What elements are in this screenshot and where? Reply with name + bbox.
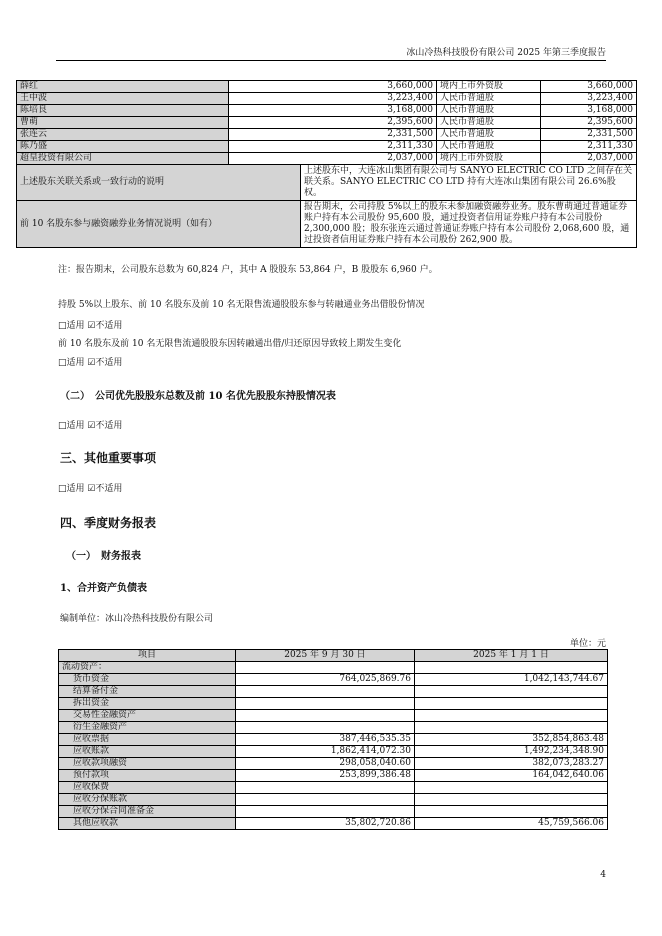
value-current: [236, 806, 415, 818]
shareholder-table: [16, 80, 637, 248]
shareholder-shares: 3,168,000: [229, 105, 437, 117]
value-opening: 45,759,566.06: [415, 818, 608, 830]
line-item: 应收账款: [59, 746, 236, 758]
header-rule: [56, 60, 606, 61]
value-opening: [415, 794, 608, 806]
margin-trading-row: [17, 201, 637, 248]
balance-row: [59, 734, 608, 746]
value-opening: 1,042,143,744.67: [415, 674, 608, 686]
preferred-checkbox: □适用 ☑不适用: [58, 421, 123, 431]
change-checkbox: □适用 ☑不适用: [58, 358, 123, 368]
column-header: 项目: [59, 650, 236, 662]
balance-sheet-table: [58, 649, 608, 830]
share-type: 境内上市外资股: [437, 81, 541, 93]
line-item: 应收款项融资: [59, 758, 236, 770]
column-header: 2025 年 1 月 1 日: [415, 650, 608, 662]
line-item: 衍生金融资产: [59, 722, 236, 734]
shareholder-name: 王中波: [17, 93, 229, 105]
value-current: [236, 722, 415, 734]
shareholder-row: [17, 153, 637, 165]
line-item: 流动资产：: [59, 662, 236, 674]
shareholder-row: [17, 105, 637, 117]
shareholder-row: [17, 129, 637, 141]
shareholder-name: 曹萌: [17, 117, 229, 129]
line-item: 应收分保账款: [59, 794, 236, 806]
value-opening: [415, 686, 608, 698]
shareholder-shares: 2,331,500: [229, 129, 437, 141]
share-quantity: 3,223,400: [541, 93, 637, 105]
line-item: 交易性金融资产: [59, 710, 236, 722]
balance-sheet-title: 1、合并资产负债表: [60, 583, 147, 594]
column-header: 2025 年 9 月 30 日: [236, 650, 415, 662]
compiler-label: 编制单位：冰山冷热科技股份有限公司: [60, 614, 214, 624]
share-type: 境内上市外资股: [437, 153, 541, 165]
related-party-row: [17, 165, 637, 201]
share-type: 人民币普通股: [437, 105, 541, 117]
shareholder-name: 薛红: [17, 81, 229, 93]
shareholder-row: [17, 141, 637, 153]
related-party-text: 上述股东中，大连冰山集团有限公司与 SANYO ELECTRIC CO LTD 之间存在关联关系。SANYO ELECTRIC CO LTD 持有大连冰山集团有限公司 26.6%股权。: [301, 165, 637, 201]
lending-checkbox: □适用 ☑不适用: [58, 321, 123, 331]
other-matters-title: 三、其他重要事项: [60, 451, 157, 465]
value-opening: 1,492,234,348.90: [415, 746, 608, 758]
value-opening: 164,042,640.06: [415, 770, 608, 782]
value-opening: [415, 698, 608, 710]
unit-label: 单位：元: [569, 639, 606, 649]
value-current: [236, 698, 415, 710]
value-current: 35,802,720.86: [236, 818, 415, 830]
page-header: 冰山冷热科技股份有限公司 2025 年第三季度报告: [406, 48, 606, 58]
share-quantity: 3,660,000: [541, 81, 637, 93]
shareholder-shares: 3,223,400: [229, 93, 437, 105]
value-opening: 382,073,283.27: [415, 758, 608, 770]
balance-row: [59, 674, 608, 686]
value-opening: [415, 710, 608, 722]
shareholder-shares: 3,660,000: [229, 81, 437, 93]
related-party-label: 上述股东关联关系或一致行动的说明: [17, 165, 301, 201]
balance-row: [59, 794, 608, 806]
value-opening: [415, 782, 608, 794]
value-current: [236, 662, 415, 674]
balance-row: [59, 722, 608, 734]
line-item: 应收分保合同准备金: [59, 806, 236, 818]
balance-row: [59, 686, 608, 698]
share-type: 人民币普通股: [437, 129, 541, 141]
preferred-shares-title: （二） 公司优先股股东总数及前 10 名优先股股东持股情况表: [60, 391, 336, 402]
share-type: 人民币普通股: [437, 141, 541, 153]
line-item: 应收保费: [59, 782, 236, 794]
shareholder-name: 超皇投资有限公司: [17, 153, 229, 165]
shareholder-note: 注：报告期末，公司股东总数为 60,824 户，其中 A 股股东 53,864 户，B 股股东 6,960 户。: [58, 265, 438, 275]
balance-row: [59, 782, 608, 794]
shareholder-row: [17, 117, 637, 129]
shareholder-name: 陈培良: [17, 105, 229, 117]
value-opening: 352,854,863.48: [415, 734, 608, 746]
balance-row: [59, 746, 608, 758]
balance-row: [59, 818, 608, 830]
other-checkbox: □适用 ☑不适用: [58, 484, 123, 494]
value-opening: [415, 662, 608, 674]
margin-trading-label: 前 10 名股东参与融资融券业务情况说明（如有）: [17, 201, 301, 248]
page-number: 4: [600, 870, 606, 880]
balance-row: [59, 662, 608, 674]
value-current: [236, 686, 415, 698]
line-item: 拆出资金: [59, 698, 236, 710]
share-quantity: 2,395,600: [541, 117, 637, 129]
financial-statements-subtitle: （一） 财务报表: [66, 551, 141, 562]
shareholder-shares: 2,037,000: [229, 153, 437, 165]
balance-row: [59, 770, 608, 782]
change-title: 前 10 名股东及前 10 名无限售流通股股东因转融通出借/归还原因导致较上期发生变化: [58, 339, 402, 349]
value-current: [236, 794, 415, 806]
value-opening: [415, 722, 608, 734]
lending-title: 持股 5%以上股东、前 10 名股东及前 10 名无限售流通股股东参与转融通业务出借股份情况: [58, 300, 425, 310]
value-current: [236, 782, 415, 794]
line-item: 结算备付金: [59, 686, 236, 698]
value-current: 764,025,869.76: [236, 674, 415, 686]
shareholder-name: 张连云: [17, 129, 229, 141]
shareholder-row: [17, 81, 637, 93]
value-current: 1,862,414,072.30: [236, 746, 415, 758]
value-current: 298,058,040.60: [236, 758, 415, 770]
balance-header-row: [59, 650, 608, 662]
margin-trading-text: 报告期末，公司持股 5%以上的股东未参加融资融券业务。股东曹萌通过普通证券账户持有本公司股份 95,600 股，通过投资者信用证券账户持有本公司股份 2,300,000 股；股东张连云通过普通证券账户持有本公司股份 2,068,600 股，通过投资者信用证券账户持有本公司股份 262,900 股。: [301, 201, 637, 248]
value-current: 387,446,535.35: [236, 734, 415, 746]
share-quantity: 2,331,500: [541, 129, 637, 141]
financial-statements-title: 四、季度财务报表: [60, 516, 157, 530]
share-type: 人民币普通股: [437, 117, 541, 129]
line-item: 应收票据: [59, 734, 236, 746]
value-current: [236, 710, 415, 722]
shareholder-shares: 2,395,600: [229, 117, 437, 129]
shareholder-row: [17, 93, 637, 105]
balance-row: [59, 698, 608, 710]
line-item: 货币资金: [59, 674, 236, 686]
shareholder-shares: 2,311,330: [229, 141, 437, 153]
balance-row: [59, 806, 608, 818]
share-quantity: 2,037,000: [541, 153, 637, 165]
shareholder-name: 陈乃盛: [17, 141, 229, 153]
balance-row: [59, 710, 608, 722]
share-quantity: 2,311,330: [541, 141, 637, 153]
share-type: 人民币普通股: [437, 93, 541, 105]
line-item: 其他应收款: [59, 818, 236, 830]
value-opening: [415, 806, 608, 818]
balance-row: [59, 758, 608, 770]
value-current: 253,899,386.48: [236, 770, 415, 782]
share-quantity: 3,168,000: [541, 105, 637, 117]
line-item: 预付款项: [59, 770, 236, 782]
